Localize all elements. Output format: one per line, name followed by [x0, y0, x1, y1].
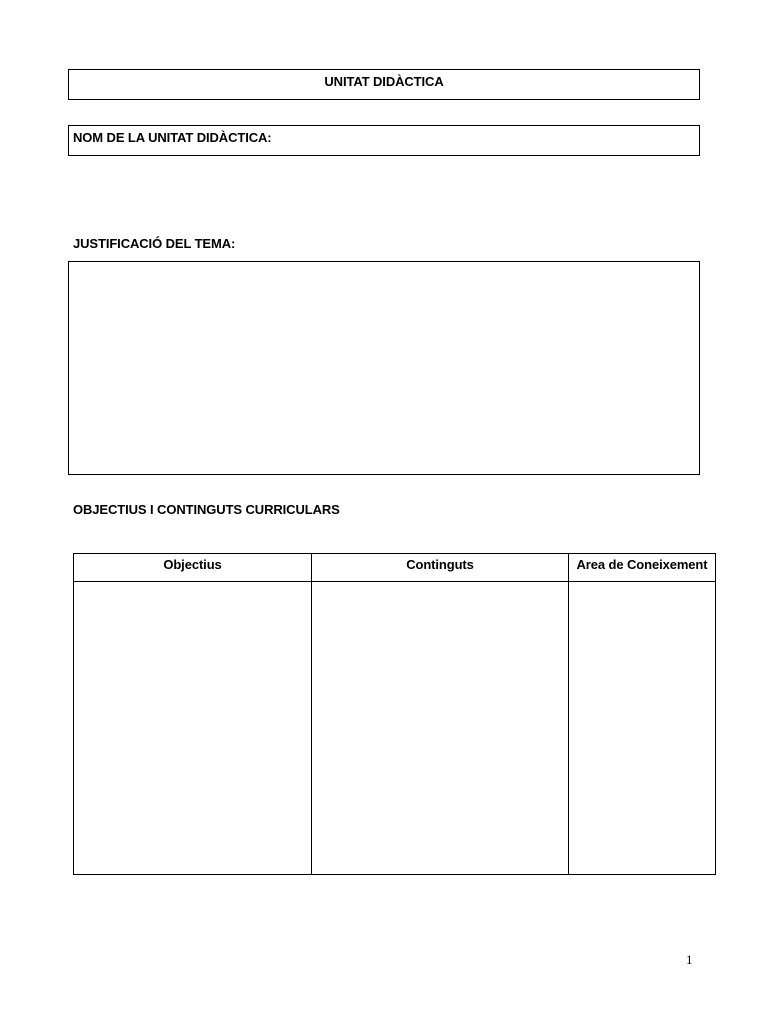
objectives-section-label: OBJECTIUS I CONTINGUTS CURRICULARS	[73, 502, 340, 517]
justification-label: JUSTIFICACIÓ DEL TEMA:	[73, 236, 236, 251]
table-header-row	[74, 554, 716, 582]
header-continguts: Continguts	[312, 554, 569, 582]
header-area-coneixement: Area de Coneixement	[569, 554, 716, 582]
area-coneixement-cell[interactable]	[569, 582, 716, 875]
table-row	[74, 582, 716, 875]
unit-name-label: NOM DE LA UNITAT DIDÀCTICA:	[73, 130, 272, 145]
page-number: 1	[686, 952, 693, 967]
continguts-cell[interactable]	[312, 582, 569, 875]
justification-box[interactable]	[68, 261, 700, 475]
objectius-cell[interactable]	[74, 582, 312, 875]
title-box	[68, 69, 700, 100]
header-objectius: Objectius	[74, 554, 312, 582]
unit-name-box[interactable]	[68, 125, 700, 156]
curriculum-table	[73, 553, 716, 875]
document-title: UNITAT DIDÀCTICA	[324, 74, 444, 89]
